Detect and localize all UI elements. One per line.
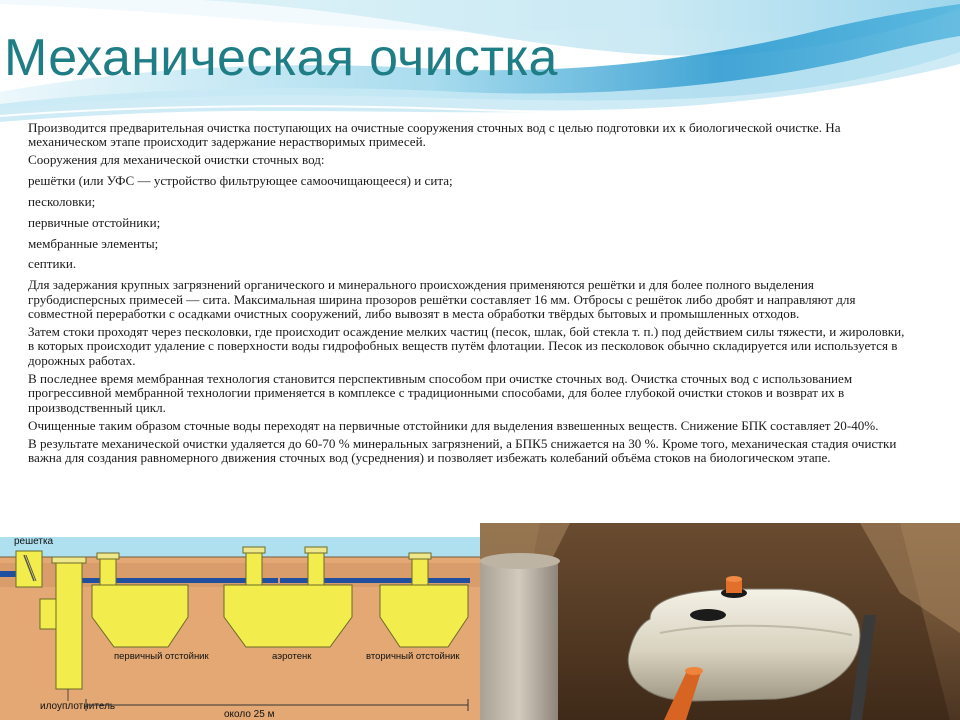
slide-title: Механическая очистка xyxy=(4,29,558,87)
concrete-ring xyxy=(480,553,560,720)
label-thickener: илоуплотнитель xyxy=(40,701,116,712)
list-item-grates: решётки (или УФС — устройство фильтрующее самоочищающееся) и сита; xyxy=(28,173,453,189)
paragraph-membrane-tech: В последнее время мембранная технология становится перспективным способом при очистке сточных вод. Очистка сточных вод с использованием прогрессивной мембранной технологии применяется в комплексе с традиционными способами, для более глубокой очистки стоков и возврат их в производственный цикл. xyxy=(28,370,853,415)
septic-tank-photo xyxy=(480,523,960,720)
label-length: около 25 м xyxy=(224,709,275,720)
body-text xyxy=(28,121,908,469)
sky-band xyxy=(0,537,480,557)
grate-chamber xyxy=(16,551,42,587)
paragraph-primary-settlers: Очищенные таким образом сточные воды переходят на первичные отстойники для выделения взвешенных веществ. Снижение БПК составляет 20-40%. xyxy=(28,417,879,433)
list-item-sand-traps: песколовки; xyxy=(28,194,96,209)
list-item-membranes: мембранные элементы; xyxy=(28,235,159,251)
label-grate: решетка xyxy=(14,536,54,547)
paragraph-result: В результате механической очистки удаляется до 60-70 % минеральных загрязнений, а БПК5 снижается на 30 %. Кроме того, механическая стадия очистки важна для создания равномерного движения сточных вод (усреднения) и позволяет избежать колебаний объёма стоков на биологическом этапе. xyxy=(28,435,897,466)
label-aerotank: аэротенк xyxy=(272,651,312,662)
paragraph-grates: Для задержания крупных загрязнений органического и минерального происхождения применяются решётки и для более полного выделения грубодисперсных примесей — сита. Максимальная ширина прозоров решётки составляет 16 мм. Отбросы с решёток либо дробят и направляют для совместной переработки с осадками очистных сооружений, либо вывозят в места обработки твёрдых бытовых и промышленных отходов. xyxy=(28,277,856,321)
list-item-septic: септики. xyxy=(28,256,77,272)
paragraph-intro: Производится предварительная очистка поступающих на очистные сооружения сточных вод с целью подготовки их к биологической очистке. На механическом этапе происходит задержание нерастворимых примесей. xyxy=(28,120,841,150)
label-primary-settler: первичный отстойник xyxy=(114,651,209,662)
paragraph-sand-traps: Затем стоки проходят через песколовки, где происходит осаждение мелких частиц (песок, шлак, бой стекла т. п.) под действием силы тяжести, и жироловки, в которых происходит удаление с поверхности воды гидрофобных веществ путём флотации. Песок из песколовок обычно складируется или используется в дорожных работах. xyxy=(28,324,905,368)
list-item-primary-settlers: первичные отстойники; xyxy=(28,214,161,230)
paragraph-structures-heading: Сооружения для механической очистки сточных вод: xyxy=(28,152,325,168)
label-secondary-settler: вторичный отстойник xyxy=(366,651,460,662)
treatment-plant-diagram xyxy=(0,523,480,720)
